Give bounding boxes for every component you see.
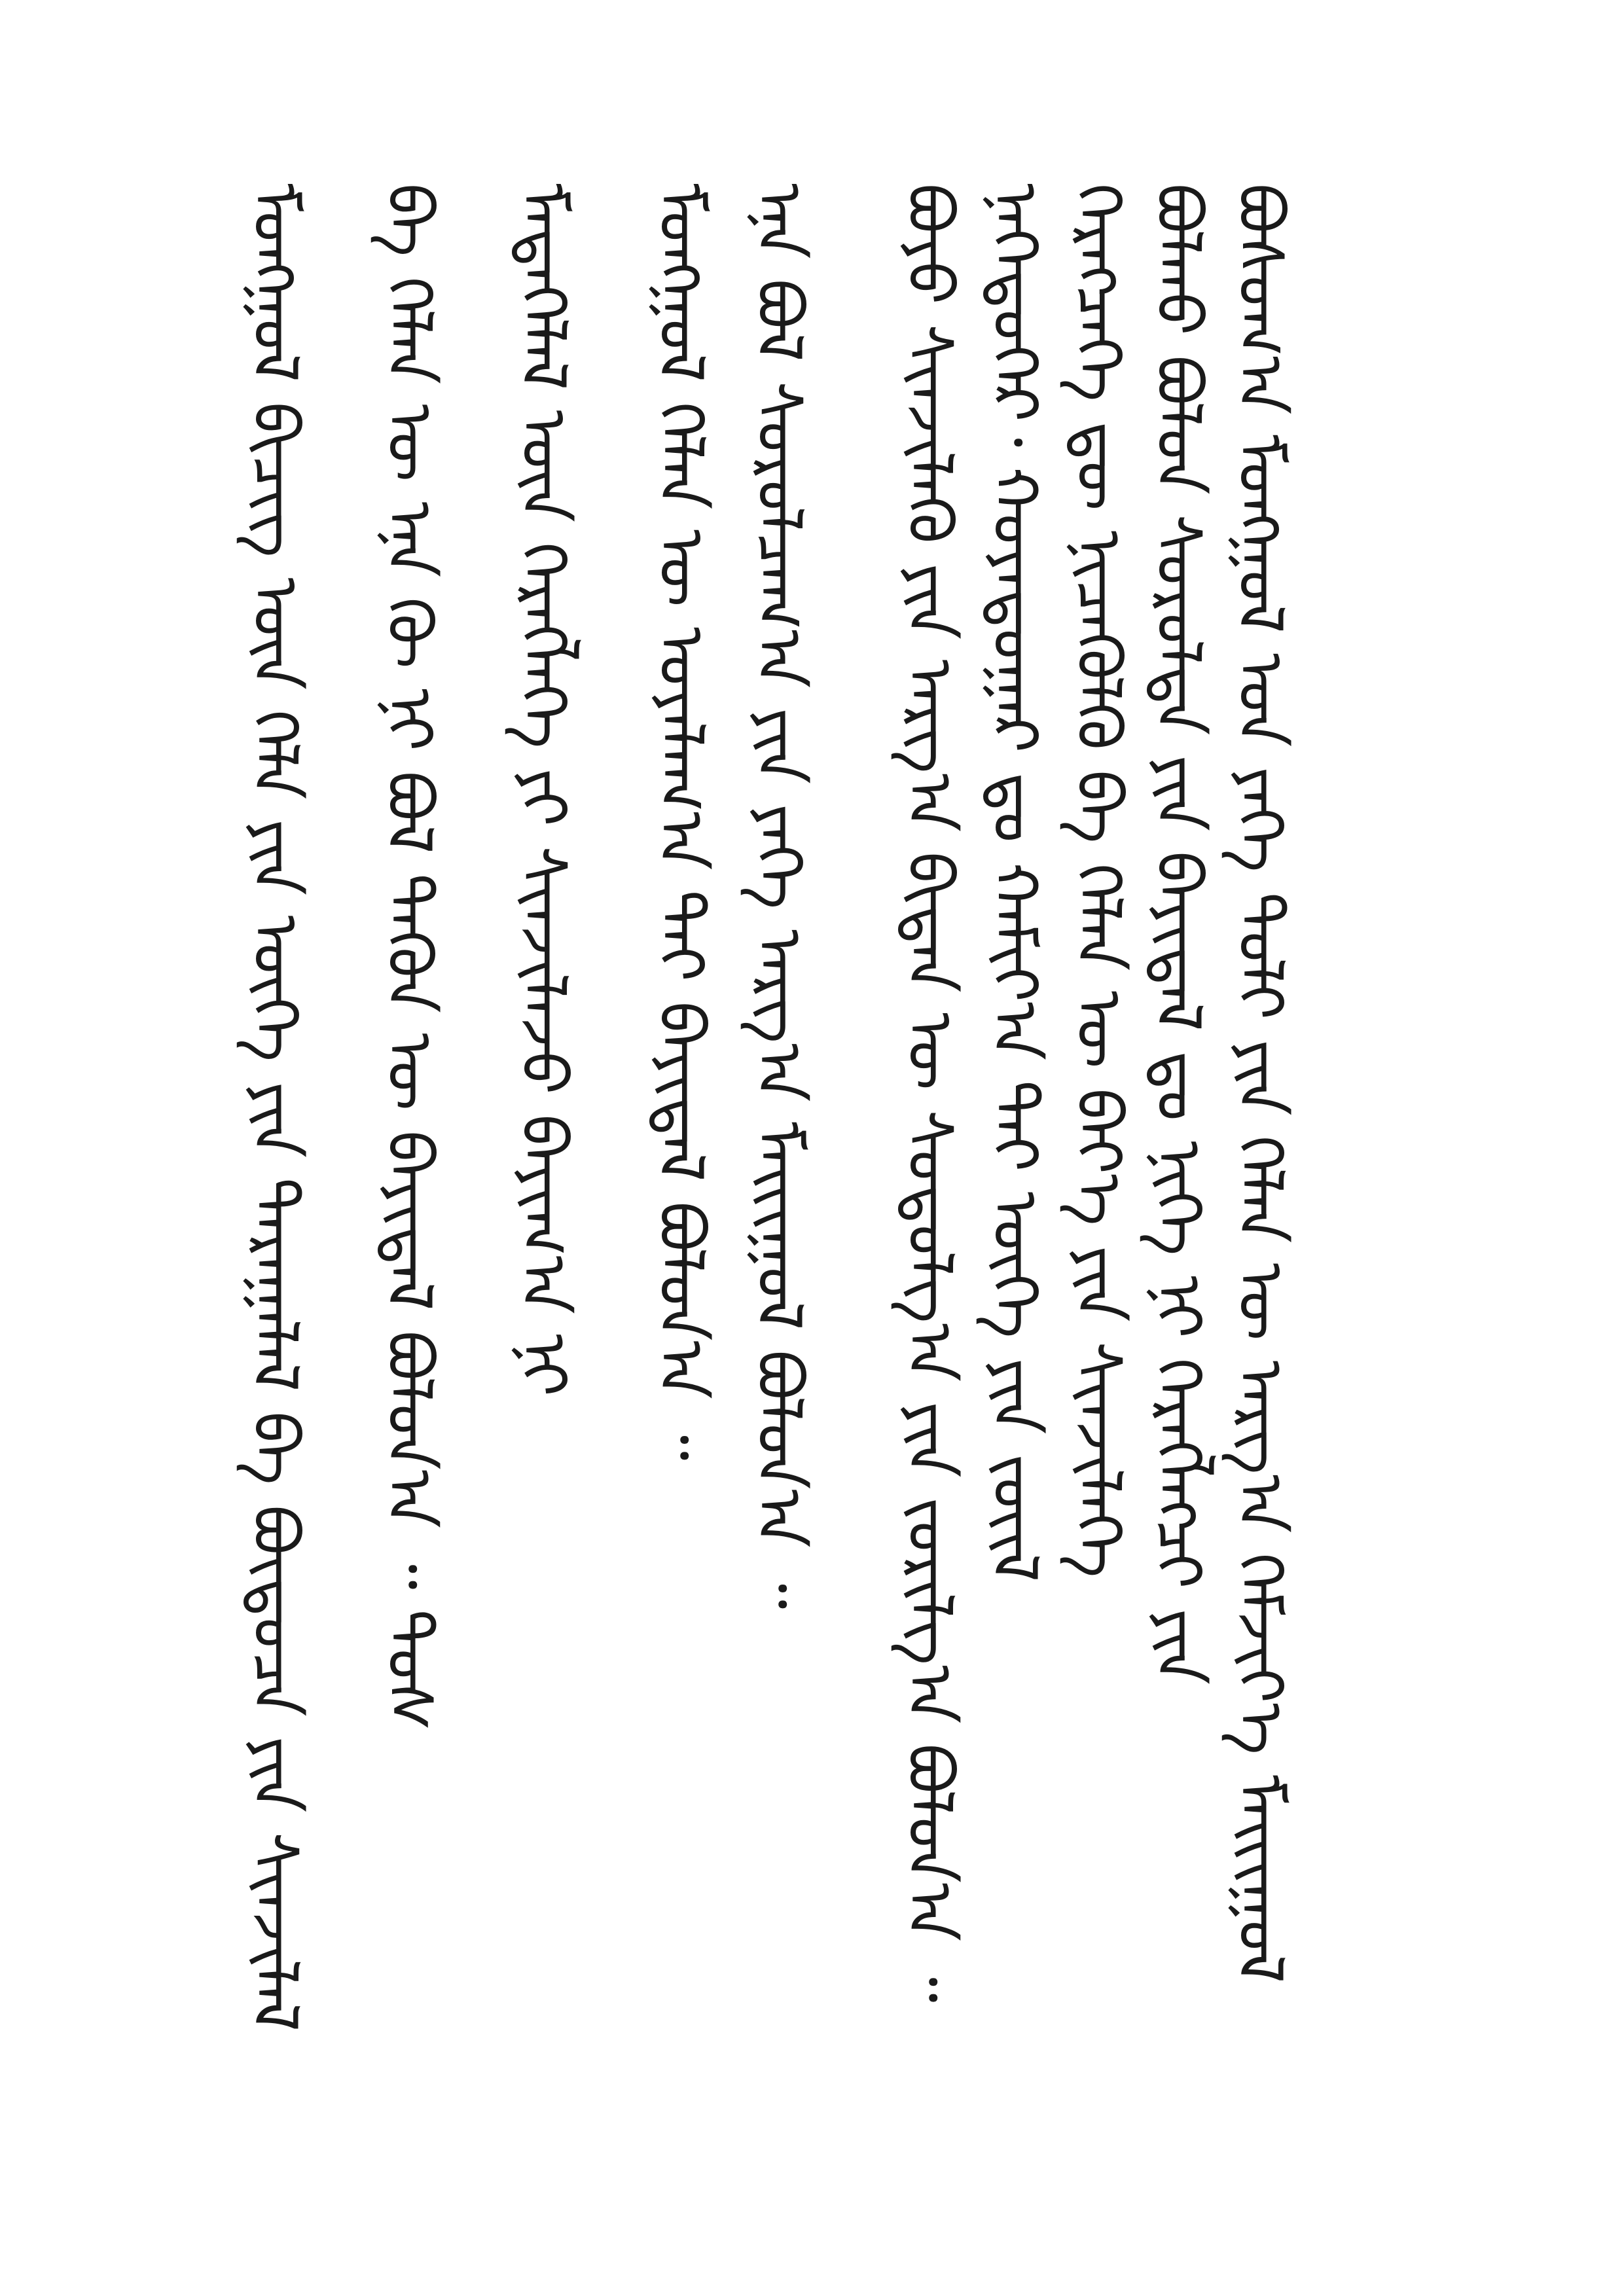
text-line: ᠮᠣᠩᠭᠣᠯ ᠪᠢᠴᠢᠭ᠌ ᠦᠨ ᠬᠡᠯᠡ ᠶᠢᠨ ᠦᠭᠡ ᠶᠢᠨ ᠳᠠᠷᠠᠭᠠᠯᠠᠯ ᠪᠠ ᠪᠦᠲᠦᠴᠡ ᠶᠢᠨ ᠰᠢᠨᠵᠢᠯᠡᠯ — [238, 183, 312, 2032]
paragraph-1 — [851, 0, 1375, 2296]
paragraph-2 — [223, 0, 816, 2296]
text-line: ᠮᠣᠩᠭᠣᠯ ᠬᠡᠯᠡᠨ ᠦ ᠤᠶᠠᠯᠠᠭ᠎ᠠ ᠲᠠᠢ ᠪᠠᠶᠢᠳᠠᠯ ᠪᠣᠯᠤᠨ᠎ᠠ ᠃ — [644, 183, 717, 1461]
text-line: ᠪᠠ ᠬᠡᠯᠡᠨ ᠦ ᠡᠨᠡ ᠬᠦ ᠨᠢ ᠪᠤᠯ ᠲᠡᠭᠦᠨ ᠦ ᠪᠠᠶᠢᠳᠠᠯ ᠪᠤᠯᠤᠨ᠎ᠠ ᠃ ᠲᠤᠰ — [372, 183, 446, 1731]
text-line: ᠮᠡᠳᠡᠭᠡᠯᠡᠯ ᠦᠨ ᠬᠡᠷᠡᠭᠯᠡᠭᠡ ᠶᠢ ᠰᠢᠨᠵᠢᠯᠡᠵᠦ ᠪᠠᠶᠢᠭ᠎ᠠ ᠨᠢ — [507, 183, 580, 1397]
text-line: ᠬᠡᠷᠡᠭᠴᠡᠭᠡ ᠳᠦ ᠨᠢᠴᠡᠭᠦᠯᠬᠦ ᠪᠠ ᠬᠡᠯᠡᠨ ᠦ ᠪᠡᠶ᠎ᠡ ᠶᠢᠨ ᠰᠢᠨᠵᠢᠯᠡᠭᠡ — [1062, 183, 1135, 1578]
text-line: ᠨᠡᠭᠡᠳᠦᠭᠡᠷ᠂ ᠬᠣᠶᠠᠳᠤᠭᠠᠷ ᠳᠤ ᠬᠠᠮᠢᠶ᠎ᠠ ᠲᠠᠢ ᠦᠭᠡ ᠶᠢᠨ ᠵᠦᠢᠯ — [978, 183, 1051, 1582]
text-line: ᠪᠤᠶᠤ ᠰᠢᠨᠵᠢᠯᠡᠬᠦ ᠶᠢᠨ ᠠᠷᠭ᠎ᠠ ᠪᠢᠳᠡᠨ ᠦ ᠰᠤᠳᠤᠯᠭ᠎ᠠ ᠶᠢᠨ ᠵᠣᠷᠢᠯᠭ᠎ᠠ ᠪᠣᠯᠤᠨ᠎ᠠ ᠃ — [893, 183, 966, 2003]
text-line: ᠪᠣᠯᠬᠤ ᠪᠣᠯᠤᠨ ᠰᠤᠷᠤᠯᠲᠠ ᠶᠢᠨ ᠪᠠᠶᠢᠳᠠᠯ ᠳᠤ ᠨᠢᠭᠡ ᠨᠢ ᠬᠡᠷᠡᠭ᠌ᠯᠡᠭᠴᠢ ᠶᠢᠨ — [1142, 183, 1215, 1685]
text-line: ᠡᠨᠡ ᠪᠣᠯ ᠰᠤᠷᠤᠯᠴᠠᠭ᠎ᠠ ᠶᠢᠨ ᠶᠡᠬᠡ ᠠᠷᠭ᠎ᠠ ᠮᠠᠢᠢᠭᠤᠯ ᠪᠤᠯᠤᠨ᠎ᠠ ᠃ — [742, 183, 816, 1609]
text-line: ᠪᠣᠰᠣᠭ᠎ᠠ ᠮᠣᠩᠭᠣᠯ ᠤᠨ ᠶᠡᠬᠡ ᠲᠣᠯᠢ ᠶᠢᠨ ᠬᠡᠯᠡᠨ ᠦ ᠠᠷᠭ᠎ᠠ ᠬᠡᠮᠵᠢᠶ᠎ᠡ ᠮᠠᠢᠢᠭᠤᠯ — [1223, 183, 1297, 1983]
